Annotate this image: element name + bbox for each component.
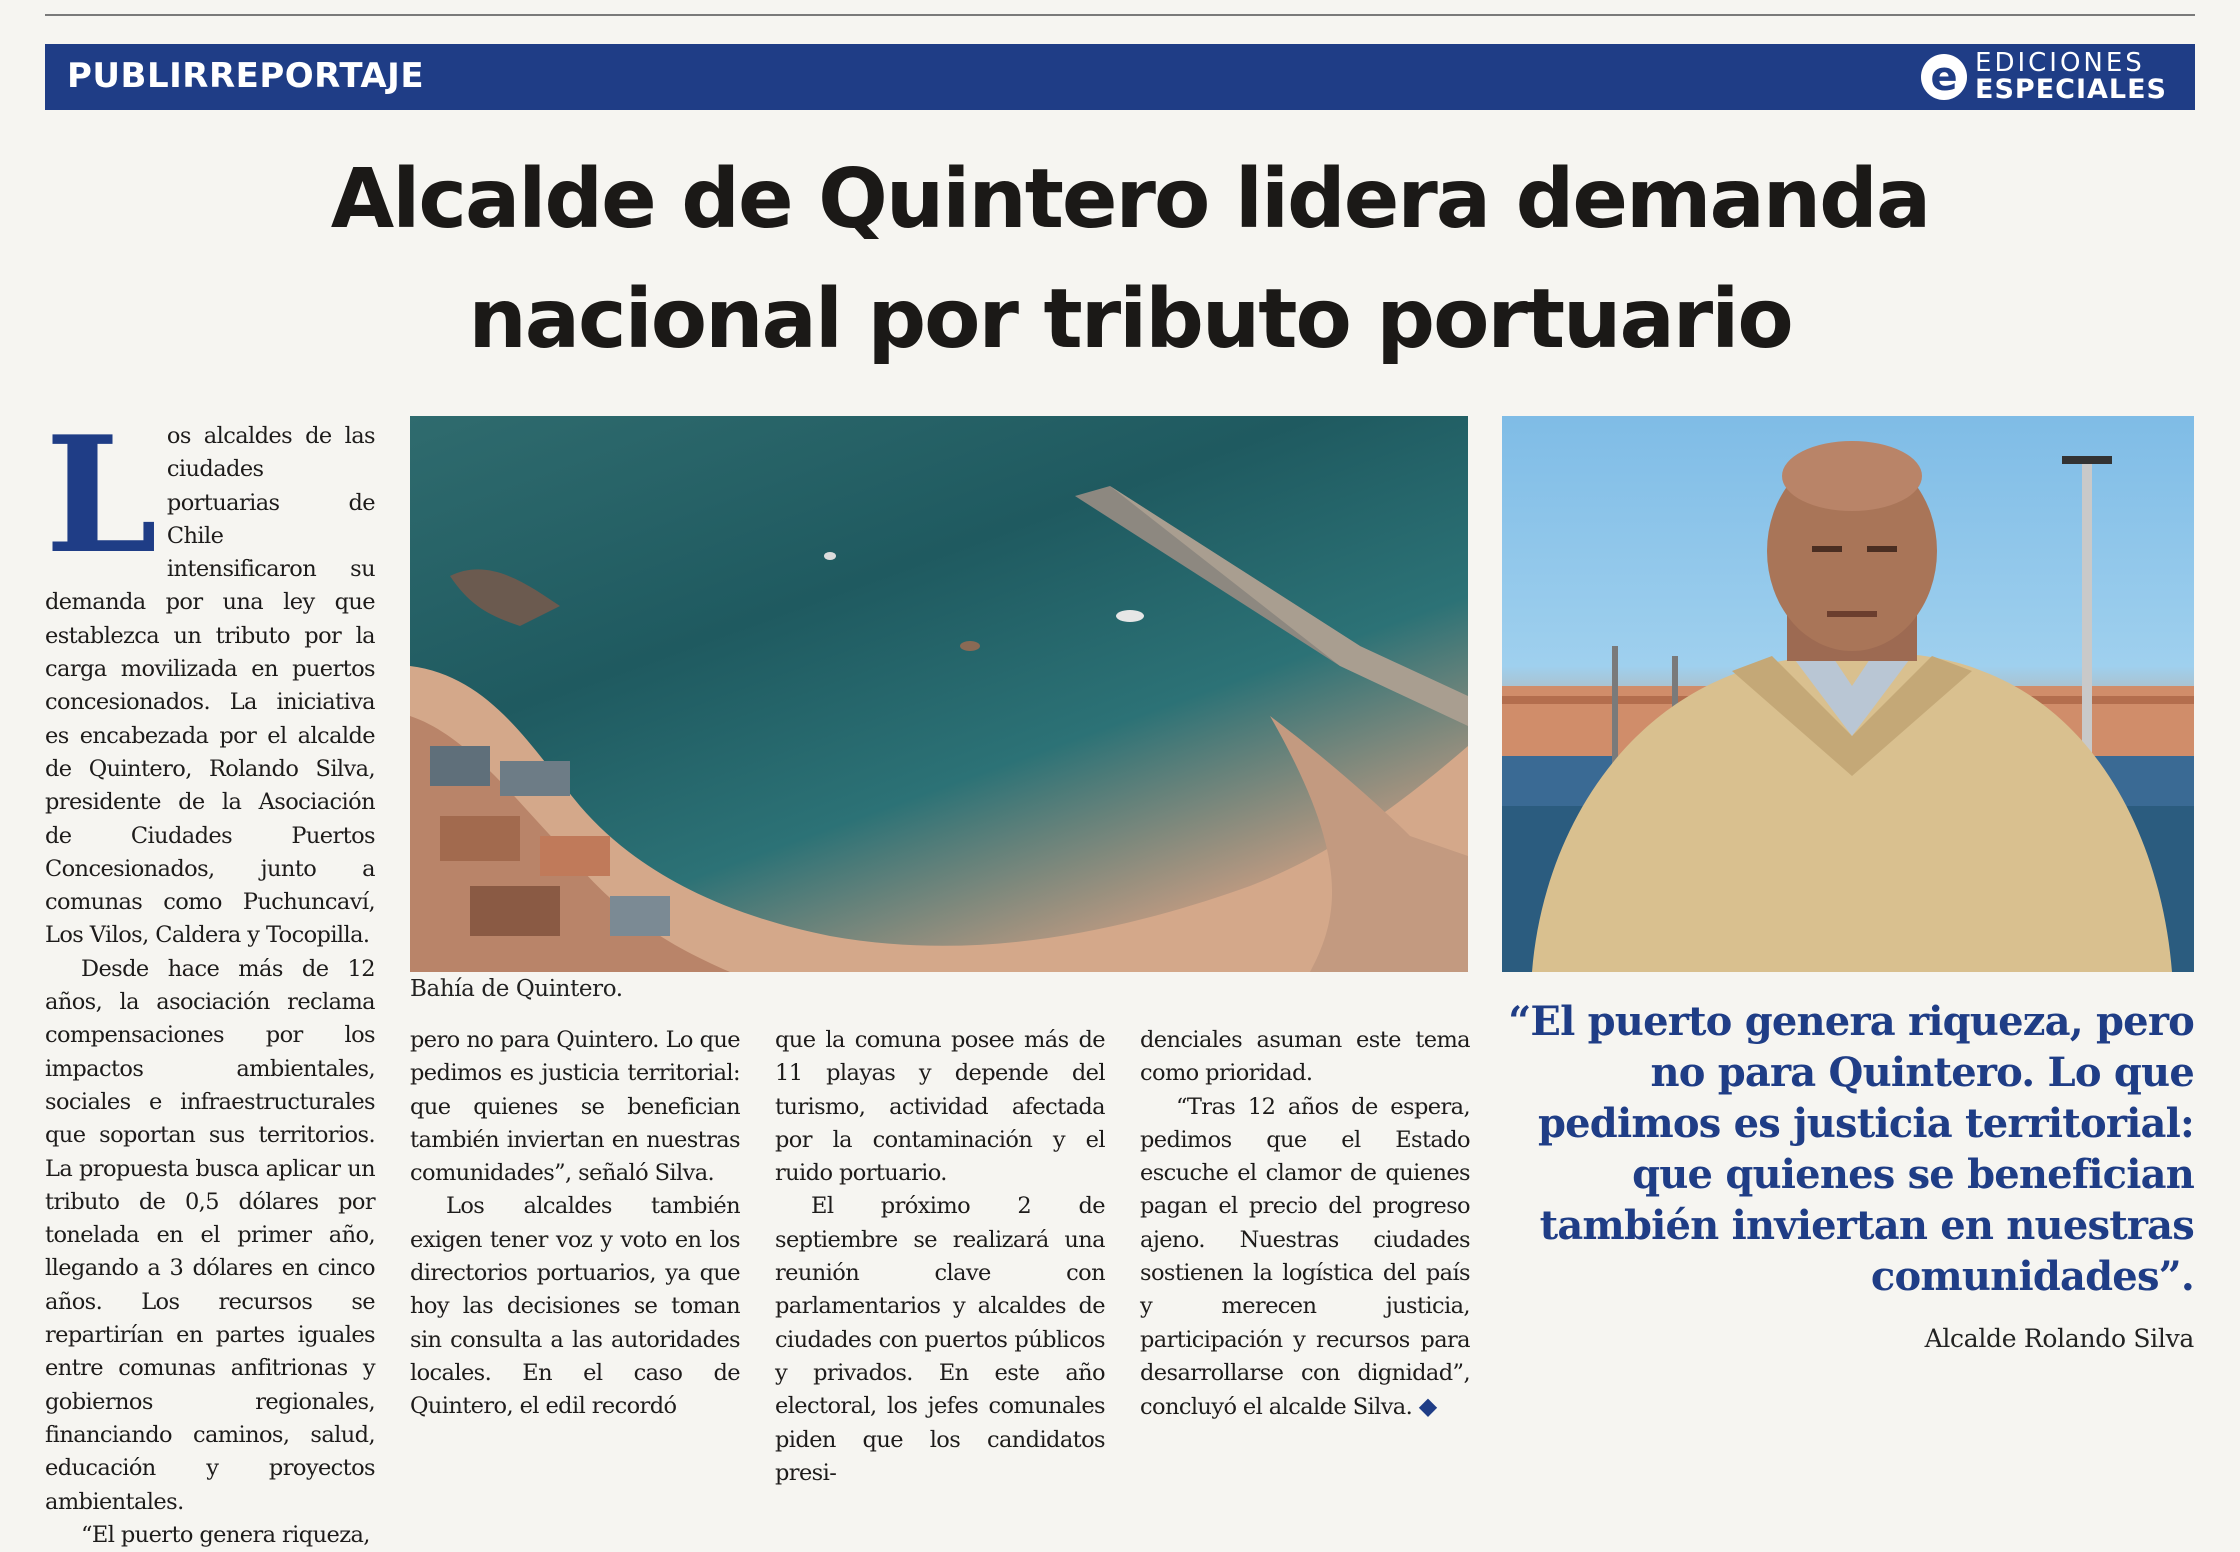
headline-line1: Alcalde de Quintero lidera demanda: [330, 152, 1930, 247]
body-paragraph: Los alcaldes también exigen tener voz y voto en los directorios portuarios, ya que hoy las decisiones se toman sin consulta a las autoridades locales. En el caso de Quintero, el edil recordó: [410, 1193, 740, 1420]
body-paragraph: Los alcaldes de las ciudades portuarias de Chile intensificaron su demanda por una ley que establezca un tributo por la carga movilizada en puertos concesionados. La iniciativa es encabezada por el alcalde de Quintero, Rolando Silva, presidente de la Asociación de Ciudades Puertos Concesionados, junto a comunas como Puchuncaví, Los Vilos, Caldera y Tocopilla.: [45, 401, 375, 949]
end-mark-icon: ◆: [1418, 1392, 1437, 1421]
section-banner: [45, 44, 2195, 110]
body-paragraph: El próximo 2 de septiembre se realizará una reunión clave con parlamentarios y alcaldes de ciudades con puertos públicos y privados. En este año electoral, los jefes comunales piden que los candidatos presi-: [775, 1193, 1105, 1486]
body-paragraph: “Tras 12 años de espera, pedimos que el Estado escuche el clamor de quienes pagan el precio del progreso ajeno. Nuestras ciudades sostienen la logística del país y merecen justicia, participación y recursos para desarrollarse con dignidad”, concluyó el alcalde Silva. ◆: [1140, 1093, 1470, 1421]
photo-caption: Bahía de Quintero.: [410, 976, 623, 1002]
pull-quote-author: Alcalde Rolando Silva: [1924, 1324, 2194, 1353]
headline: [260, 140, 2000, 380]
pull-quote: “El puerto genera riqueza, pero no para Quintero. Lo que pedimos es justicia territorial: que quienes se benefician también inviertan en nuestras comunidades”.: [1508, 998, 2194, 1300]
body-column-1: [45, 401, 375, 1552]
body-column-4: [1140, 1024, 1470, 1425]
brand-line1: EDICIONES: [1975, 48, 2145, 78]
body-column-3: [775, 1024, 1105, 1490]
top-rule: [45, 14, 2195, 16]
body-paragraph: que la comuna posee más de 11 playas y depende del turismo, actividad afectada por la contaminación y el ruido portuario.: [775, 1027, 1105, 1187]
headline-line2: nacional por tributo portuario: [468, 272, 1792, 367]
ediciones-logo-icon: e: [1921, 54, 1967, 100]
body-paragraph: pero no para Quintero. Lo que pedimos es justicia territorial: que quienes se benefician también inviertan en nuestras comunidades”, señaló Silva.: [410, 1027, 740, 1187]
body-column-2: [410, 1024, 740, 1424]
bay-aerial-photo: [410, 416, 1468, 972]
brand-line2: ESPECIALES: [1975, 74, 2167, 105]
body-paragraph: Desde hace más de 12 años, la asociación reclama compensaciones por los impactos ambientales, sociales e infraestructurales que soportan sus territorios. La propuesta busca aplicar un tributo de 0,5 dólares por tonelada en el primer año, llegando a 3 dólares en cinco años. Los recursos se repartirían en partes iguales entre comunas anfitrionas y gobiernos regionales, financiando caminos, salud, educación y proyectos ambientales.: [45, 955, 375, 1515]
drop-cap: L: [45, 401, 157, 589]
body-paragraph: denciales asuman este tema como prioridad.: [1140, 1027, 1470, 1087]
mayor-portrait-photo: [1502, 416, 2194, 972]
section-label: PUBLIRREPORTAJE: [67, 56, 425, 96]
body-paragraph: “El puerto genera riqueza,: [81, 1521, 370, 1548]
brand-logo: [1921, 50, 2167, 103]
